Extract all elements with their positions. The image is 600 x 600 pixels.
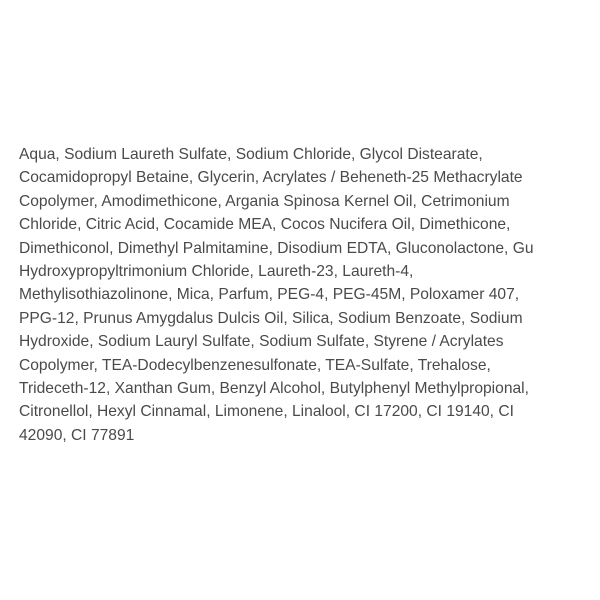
ingredients-line: Cocamidopropyl Betaine, Glycerin, Acrylates / Beheneth-25 Methacrylate xyxy=(19,169,523,187)
ingredients-line: Copolymer, TEA-Dodecylbenzenesulfonate, TEA-Sulfate, Trehalose, xyxy=(19,356,491,374)
ingredients-line: Methylisothiazolinone, Mica, Parfum, PEG-4, PEG-45M, Poloxamer 407, xyxy=(19,286,520,304)
ingredients-line: Chloride, Citric Acid, Cocamide MEA, Cocos Nucifera Oil, Dimethicone, xyxy=(19,216,511,234)
ingredients-line: Trideceth-12, Xanthan Gum, Benzyl Alcohol, Butylphenyl Methylpropional, xyxy=(19,380,529,398)
ingredients-line: 42090, CI 77891 xyxy=(19,426,135,444)
ingredients-line: Copolymer, Amodimethicone, Argania Spinosa Kernel Oil, Cetrimonium xyxy=(19,192,510,210)
ingredients-line: Hydroxypropyltrimonium Chloride, Laureth-23, Laureth-4, xyxy=(19,263,414,281)
ingredients-line: Hydroxide, Sodium Lauryl Sulfate, Sodium Sulfate, Styrene / Acrylates xyxy=(19,333,504,351)
ingredients-line: Citronellol, Hexyl Cinnamal, Limonene, Linalool, CI 17200, CI 19140, CI xyxy=(19,403,514,421)
ingredients-line: Dimethiconol, Dimethyl Palmitamine, Disodium EDTA, Gluconolactone, Gu xyxy=(19,239,534,257)
ingredients-text xyxy=(19,143,600,447)
ingredients-line: Aqua, Sodium Laureth Sulfate, Sodium Chloride, Glycol Distearate, xyxy=(19,146,483,163)
ingredients-line: PPG-12, Prunus Amygdalus Dulcis Oil, Silica, Sodium Benzoate, Sodium xyxy=(19,309,523,327)
